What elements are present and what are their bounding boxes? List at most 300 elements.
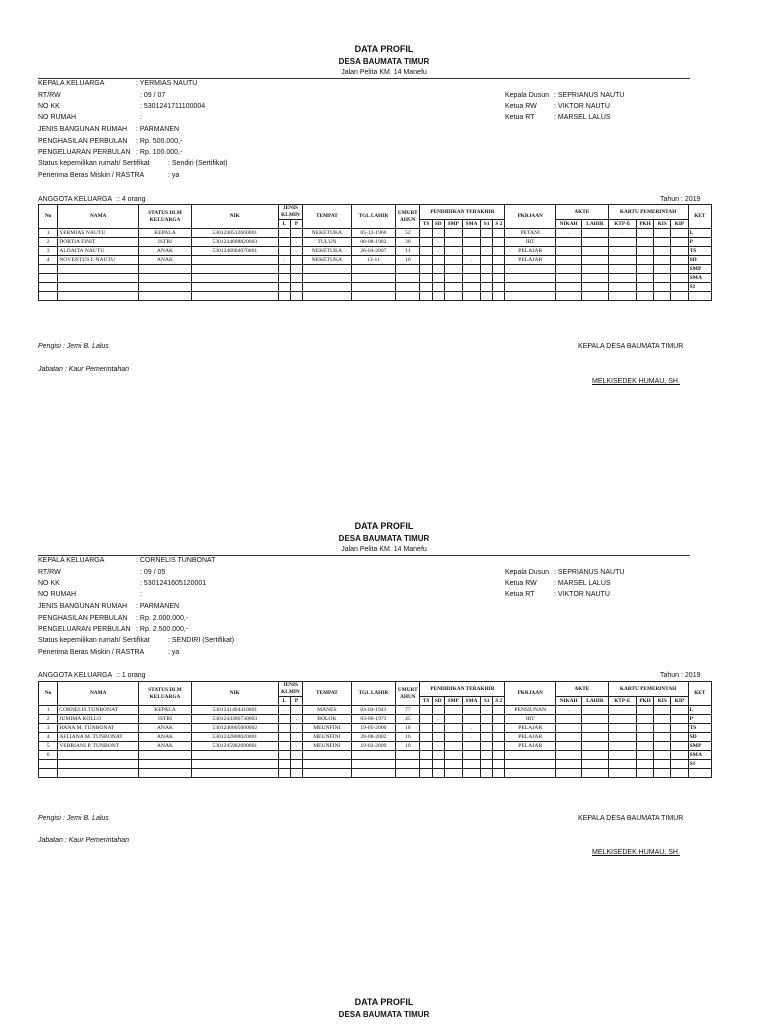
cell-kip bbox=[671, 706, 688, 715]
cell-kis bbox=[654, 715, 671, 724]
cell-tempat: BOLOK bbox=[303, 715, 352, 724]
cell-no: 3 bbox=[39, 247, 58, 256]
value-kepala-dusun: : SEPRIANUS NAUTU bbox=[554, 569, 625, 576]
cell-sma: . bbox=[462, 724, 480, 733]
col-status: STATUS DLM KELUARGA bbox=[139, 205, 192, 229]
cell-kip bbox=[671, 274, 688, 283]
cell-nik bbox=[191, 751, 278, 760]
col-status: STATUS DLM KELUARGA bbox=[139, 682, 192, 706]
cell-sd: . bbox=[432, 229, 444, 238]
cell-ts bbox=[420, 751, 432, 760]
label-pengeluaran: PENGELUARAN PERBULAN bbox=[38, 626, 131, 633]
value-no-rumah: : bbox=[140, 114, 142, 121]
cell-s1 bbox=[481, 751, 493, 760]
cell-s1: . bbox=[481, 706, 493, 715]
cell-s1 bbox=[481, 292, 493, 301]
table-header bbox=[39, 682, 712, 706]
cell-umur bbox=[396, 760, 420, 769]
cell-sma: . bbox=[462, 256, 480, 265]
desa-address: Jalan Pelita KM. 14 Manefu bbox=[341, 69, 427, 76]
col-nikah: NIKAH bbox=[556, 220, 582, 229]
cell-pkrjaan: PETANI bbox=[505, 229, 556, 238]
cell-smp bbox=[444, 751, 462, 760]
cell-ket: TS bbox=[688, 724, 711, 733]
cell-sd bbox=[432, 760, 444, 769]
cell-s1 bbox=[481, 733, 493, 742]
cell-p bbox=[290, 292, 302, 301]
cell-pkrjaan: PENSIUNAN bbox=[505, 706, 556, 715]
cell-kis bbox=[654, 265, 671, 274]
table-row bbox=[39, 247, 712, 256]
cell-l bbox=[278, 751, 290, 760]
cell-smp bbox=[444, 742, 462, 751]
cell-sd bbox=[432, 724, 444, 733]
cell-nama bbox=[58, 760, 139, 769]
value-no-kk: : 5301241605120001 bbox=[140, 580, 207, 587]
label-beras-miskin: Penerima Beras Miskin / RASTRA bbox=[38, 649, 145, 656]
desa-name: DESA BAUMATA TIMUR bbox=[338, 57, 430, 66]
col-kis: KIS bbox=[654, 220, 671, 229]
cell-nikah bbox=[556, 715, 582, 724]
cell-nik bbox=[191, 265, 278, 274]
cell-ktpe bbox=[608, 724, 636, 733]
cell-ket: SMA bbox=[688, 274, 711, 283]
table-row bbox=[39, 706, 712, 715]
col-ktpe: KTP-E bbox=[608, 697, 636, 706]
cell-pkrjaan: PELAJAR bbox=[505, 724, 556, 733]
cell-pkh bbox=[636, 715, 653, 724]
family-table bbox=[38, 204, 712, 301]
cell-sd bbox=[432, 283, 444, 292]
col-kartu: KARTU PEMERINTAH bbox=[608, 682, 688, 697]
cell-sma bbox=[462, 283, 480, 292]
cell-sd: . bbox=[432, 238, 444, 247]
cell-p bbox=[290, 751, 302, 760]
label-penghasilan: PENGHASILAN PERBULAN bbox=[38, 138, 128, 145]
table-row bbox=[39, 724, 712, 733]
label-beras-miskin: Penerima Beras Miskin / RASTRA bbox=[38, 172, 145, 179]
label-jenis-bangunan: JENIS BANGUNAN RUMAH bbox=[38, 126, 128, 133]
cell-pkh bbox=[636, 238, 653, 247]
cell-kip bbox=[671, 229, 688, 238]
cell-s2 bbox=[493, 238, 505, 247]
label-ketua-rw: Ketua RW bbox=[505, 103, 537, 110]
col-ktpe: KTP-E bbox=[608, 220, 636, 229]
cell-smp bbox=[444, 283, 462, 292]
cell-pkrjaan: PELAJAR bbox=[505, 733, 556, 742]
cell-l bbox=[278, 283, 290, 292]
cell-status bbox=[139, 265, 192, 274]
col-kip: KIP bbox=[671, 697, 688, 706]
cell-status: ANAK bbox=[139, 247, 192, 256]
cell-l bbox=[278, 733, 290, 742]
cell-nikah bbox=[556, 283, 582, 292]
cell-sd bbox=[432, 733, 444, 742]
col-s2: S 2 bbox=[493, 220, 505, 229]
cell-kis bbox=[654, 769, 671, 778]
cell-ktpe bbox=[608, 274, 636, 283]
footer-jabatan: Jabatan : Kaur Pemerintahan bbox=[38, 837, 130, 844]
cell-ktpe bbox=[608, 760, 636, 769]
cell-s2 bbox=[493, 265, 505, 274]
cell-ts bbox=[420, 274, 432, 283]
cell-ktpe bbox=[608, 265, 636, 274]
col-p: P bbox=[290, 220, 302, 229]
doc-title: DATA PROFIL bbox=[354, 44, 414, 54]
cell-ktpe bbox=[608, 742, 636, 751]
cell-nik: 5301246604070001 bbox=[191, 247, 278, 256]
cell-sma bbox=[462, 274, 480, 283]
cell-sd bbox=[432, 751, 444, 760]
cell-status: KEPALA bbox=[139, 706, 192, 715]
cell-lahir bbox=[582, 292, 608, 301]
cell-nik bbox=[191, 256, 278, 265]
col-kartu: KARTU PEMERINTAH bbox=[608, 205, 688, 220]
cell-ktpe: . bbox=[608, 706, 636, 715]
label-no-rumah: NO RUMAH bbox=[38, 114, 77, 121]
cell-kis bbox=[654, 733, 671, 742]
cell-status bbox=[139, 751, 192, 760]
cell-nama bbox=[58, 751, 139, 760]
cell-ts bbox=[420, 229, 432, 238]
col-smp: SMP bbox=[444, 220, 462, 229]
cell-pkrjaan: IRT bbox=[505, 715, 556, 724]
cell-l bbox=[278, 238, 290, 247]
cell-s2 bbox=[493, 706, 505, 715]
cell-tempat bbox=[303, 292, 352, 301]
cell-pkh bbox=[636, 265, 653, 274]
cell-ts bbox=[420, 724, 432, 733]
cell-sd: . bbox=[432, 247, 444, 256]
cell-ket bbox=[688, 769, 711, 778]
col-nikah: NIKAH bbox=[556, 697, 582, 706]
cell-lahir bbox=[582, 265, 608, 274]
cell-s2 bbox=[493, 283, 505, 292]
col-lahir: LAHIR bbox=[582, 220, 608, 229]
cell-nikah bbox=[556, 742, 582, 751]
label-ketua-rt: Ketua RT bbox=[505, 114, 535, 121]
cell-nikah bbox=[556, 274, 582, 283]
cell-smp bbox=[444, 247, 462, 256]
cell-pkrjaan bbox=[505, 274, 556, 283]
value-beras-miskin: : ya bbox=[168, 649, 180, 656]
cell-nikah bbox=[556, 724, 582, 733]
cell-s1 bbox=[481, 247, 493, 256]
cell-nik: 5301244608820003 bbox=[191, 238, 278, 247]
label-ketua-rw: Ketua RW bbox=[505, 580, 537, 587]
cell-l: . bbox=[278, 256, 290, 265]
cell-tgl: 13-11 bbox=[351, 256, 396, 265]
cell-kis bbox=[654, 229, 671, 238]
cell-nikah bbox=[556, 256, 582, 265]
cell-umur: 18 bbox=[396, 724, 420, 733]
cell-nik: 5301246805000002 bbox=[191, 724, 278, 733]
cell-smp bbox=[444, 274, 462, 283]
cell-no bbox=[39, 274, 58, 283]
value-rtrw: : 09 / 07 bbox=[140, 92, 166, 99]
cell-smp: . bbox=[444, 238, 462, 247]
doc-title: DATA PROFIL bbox=[354, 997, 414, 1007]
cell-no bbox=[39, 283, 58, 292]
col-pkh: PKH bbox=[636, 697, 653, 706]
profile-section-1 bbox=[0, 0, 768, 420]
col-ket: KET bbox=[688, 682, 711, 706]
cell-s2 bbox=[493, 724, 505, 733]
cell-nik bbox=[191, 283, 278, 292]
cell-ket: SD bbox=[688, 733, 711, 742]
cell-nama bbox=[58, 283, 139, 292]
cell-umur bbox=[396, 769, 420, 778]
cell-sd bbox=[432, 274, 444, 283]
table-row bbox=[39, 733, 712, 742]
col-umur: UMURT AHUN bbox=[396, 682, 420, 706]
cell-nama: HANA M. TUNBONAT bbox=[58, 724, 139, 733]
value-ketua-rw: : MARSEL LALUS bbox=[554, 580, 611, 587]
value-jumlah-anggota: :: 4 orang bbox=[116, 196, 146, 203]
cell-ktpe bbox=[608, 715, 636, 724]
cell-s1 bbox=[481, 715, 493, 724]
cell-tempat: MANES bbox=[303, 706, 352, 715]
col-smp: SMP bbox=[444, 697, 462, 706]
cell-nikah bbox=[556, 751, 582, 760]
cell-s2 bbox=[493, 715, 505, 724]
cell-p: . bbox=[290, 724, 302, 733]
cell-kis bbox=[654, 760, 671, 769]
cell-umur: 77 bbox=[396, 706, 420, 715]
col-nik: NIK bbox=[191, 205, 278, 229]
col-ts: TS bbox=[420, 697, 432, 706]
cell-no: 2 bbox=[39, 238, 58, 247]
cell-nama bbox=[58, 769, 139, 778]
table-row bbox=[39, 274, 712, 283]
cell-pkh bbox=[636, 256, 653, 265]
cell-p: . bbox=[290, 247, 302, 256]
cell-tgl: 03-06-1973 bbox=[351, 715, 396, 724]
cell-no: 1 bbox=[39, 229, 58, 238]
cell-ket: S1 bbox=[688, 283, 711, 292]
cell-l bbox=[278, 715, 290, 724]
cell-no bbox=[39, 292, 58, 301]
col-sma: SMA bbox=[462, 220, 480, 229]
cell-ktpe bbox=[608, 733, 636, 742]
col-pendidikan: PENDIDIKAN TERAKHIR bbox=[420, 682, 505, 697]
value-kepala-keluarga: : YERMIAS NAUTU bbox=[136, 80, 198, 87]
cell-ket: P bbox=[688, 238, 711, 247]
cell-ts bbox=[420, 265, 432, 274]
cell-s2 bbox=[493, 760, 505, 769]
col-lahir: LAHIR bbox=[582, 697, 608, 706]
cell-sma: . bbox=[462, 733, 480, 742]
value-status-rumah: : SENDIRI (Sertifikat) bbox=[168, 637, 235, 644]
cell-l bbox=[278, 760, 290, 769]
col-kis: KIS bbox=[654, 697, 671, 706]
table-row bbox=[39, 265, 712, 274]
cell-s2 bbox=[493, 742, 505, 751]
col-tgl-lahir: TGL LAHIR bbox=[351, 205, 396, 229]
col-pekerjaan: PKRJAAN bbox=[505, 205, 556, 229]
cell-sma bbox=[462, 292, 480, 301]
cell-tgl: 04-04-1941 bbox=[351, 706, 396, 715]
cell-l bbox=[278, 247, 290, 256]
cell-nikah bbox=[556, 292, 582, 301]
cell-umur bbox=[396, 292, 420, 301]
cell-l bbox=[278, 742, 290, 751]
cell-ktpe bbox=[608, 769, 636, 778]
label-rtrw: RT/RW bbox=[38, 569, 61, 576]
col-p: P bbox=[290, 697, 302, 706]
cell-umur: 16 bbox=[396, 256, 420, 265]
header-rule bbox=[38, 78, 690, 79]
cell-p: . bbox=[290, 733, 302, 742]
cell-umur bbox=[396, 751, 420, 760]
cell-p bbox=[290, 265, 302, 274]
cell-p: . bbox=[290, 274, 302, 283]
cell-sma bbox=[462, 247, 480, 256]
cell-s2 bbox=[493, 751, 505, 760]
col-akte: AKTE bbox=[556, 682, 609, 697]
value-ketua-rw: : VIKTOR NAUTU bbox=[554, 103, 610, 110]
cell-ket: SMA bbox=[688, 751, 711, 760]
cell-ts bbox=[420, 247, 432, 256]
cell-ktpe bbox=[608, 256, 636, 265]
cell-s2 bbox=[493, 733, 505, 742]
cell-status: ANAK bbox=[139, 742, 192, 751]
cell-pkrjaan bbox=[505, 769, 556, 778]
cell-nama: VEBRIANI P. TUNBONT bbox=[58, 742, 139, 751]
table-row bbox=[39, 742, 712, 751]
table-row bbox=[39, 238, 712, 247]
cell-ts bbox=[420, 760, 432, 769]
cell-ket: SD bbox=[688, 256, 711, 265]
label-no-rumah: NO RUMAH bbox=[38, 591, 77, 598]
cell-nik: 5301241404410001 bbox=[191, 706, 278, 715]
cell-status: KEPALA bbox=[139, 229, 192, 238]
value-kepala-dusun: : SEPRIANUS NAUTU bbox=[554, 92, 625, 99]
cell-umur bbox=[396, 274, 420, 283]
cell-ket bbox=[688, 292, 711, 301]
cell-umur: 10 bbox=[396, 742, 420, 751]
cell-pkh bbox=[636, 724, 653, 733]
col-ket: KET bbox=[688, 205, 711, 229]
cell-kis bbox=[654, 292, 671, 301]
cell-ket: SMP bbox=[688, 742, 711, 751]
table-row bbox=[39, 283, 712, 292]
value-no-rumah: : bbox=[140, 591, 142, 598]
cell-l bbox=[278, 274, 290, 283]
cell-ket: L bbox=[688, 706, 711, 715]
cell-tempat bbox=[303, 274, 352, 283]
cell-smp bbox=[444, 706, 462, 715]
cell-nikah bbox=[556, 247, 582, 256]
cell-tempat: TULUN bbox=[303, 238, 352, 247]
cell-pkh bbox=[636, 769, 653, 778]
cell-kis bbox=[654, 751, 671, 760]
cell-s2 bbox=[493, 292, 505, 301]
cell-status bbox=[139, 769, 192, 778]
cell-lahir bbox=[582, 742, 608, 751]
cell-kip bbox=[671, 742, 688, 751]
col-pendidikan: PENDIDIKAN TERAKHIR bbox=[420, 205, 505, 220]
cell-umur: 45 bbox=[396, 715, 420, 724]
footer-kepala-desa: KEPALA DESA BAUMATA TIMUR bbox=[578, 815, 684, 822]
cell-ts bbox=[420, 733, 432, 742]
cell-s1 bbox=[481, 274, 493, 283]
value-no-kk: : 5301241711100004 bbox=[140, 103, 206, 110]
cell-pkh bbox=[636, 751, 653, 760]
cell-p: . bbox=[290, 742, 302, 751]
cell-l bbox=[278, 769, 290, 778]
cell-smp bbox=[444, 256, 462, 265]
label-no-kk: NO KK bbox=[38, 103, 60, 110]
cell-tempat: MEUNFINI bbox=[303, 733, 352, 742]
footer-nama-kades: MELKISEDEK HUMAU, SH. bbox=[592, 378, 680, 385]
cell-ktpe bbox=[608, 247, 636, 256]
cell-s2 bbox=[493, 274, 505, 283]
cell-tempat: MEUNFINI bbox=[303, 724, 352, 733]
cell-tempat bbox=[303, 751, 352, 760]
cell-s2 bbox=[493, 229, 505, 238]
cell-nik bbox=[191, 760, 278, 769]
col-tempat: TEMPAT bbox=[303, 205, 352, 229]
value-ketua-rt: : MARSEL LALUS bbox=[554, 114, 611, 121]
cell-s2 bbox=[493, 769, 505, 778]
cell-sma bbox=[462, 238, 480, 247]
cell-l bbox=[278, 265, 290, 274]
cell-tgl bbox=[351, 283, 396, 292]
cell-nik bbox=[191, 292, 278, 301]
col-l: L bbox=[278, 697, 290, 706]
cell-ket: SMP bbox=[688, 265, 711, 274]
cell-pkh bbox=[636, 229, 653, 238]
cell-ktpe bbox=[608, 283, 636, 292]
cell-smp bbox=[444, 265, 462, 274]
cell-smp bbox=[444, 733, 462, 742]
value-penghasilan: : Rp. 2.000.000,- bbox=[136, 615, 189, 622]
cell-tgl: 28-08-2002 bbox=[351, 733, 396, 742]
cell-kip bbox=[671, 760, 688, 769]
value-pengeluaran: : Rp. 2.500.000,- bbox=[136, 626, 189, 633]
cell-lahir bbox=[582, 238, 608, 247]
desa-address: Jalan Pelita KM. 14 Manefu bbox=[341, 546, 427, 553]
cell-tempat bbox=[303, 265, 352, 274]
cell-lahir: . bbox=[582, 706, 608, 715]
value-pengeluaran: : Rp. 100.000,- bbox=[136, 149, 183, 156]
cell-nama: ALDAITA NAUTU bbox=[58, 247, 139, 256]
cell-ts bbox=[420, 715, 432, 724]
value-beras-miskin: : ya bbox=[168, 172, 180, 179]
cell-tempat: NEKETUKA bbox=[303, 256, 352, 265]
cell-nikah bbox=[556, 265, 582, 274]
cell-ts bbox=[420, 256, 432, 265]
table-row bbox=[39, 292, 712, 301]
cell-kip bbox=[671, 715, 688, 724]
value-status-rumah: : Sendiri (Sertifikat) bbox=[168, 160, 228, 167]
cell-kis bbox=[654, 256, 671, 265]
cell-p bbox=[290, 283, 302, 292]
table-row bbox=[39, 751, 712, 760]
cell-p bbox=[290, 706, 302, 715]
cell-nik: 5301245902090001 bbox=[191, 742, 278, 751]
cell-pkrjaan: PELAJAR bbox=[505, 256, 556, 265]
cell-ket: TS bbox=[688, 247, 711, 256]
profile-section-2 bbox=[0, 477, 768, 877]
cell-tgl: 19-02-2009 bbox=[351, 742, 396, 751]
cell-pkh bbox=[636, 283, 653, 292]
cell-s2 bbox=[493, 256, 505, 265]
cell-pkh bbox=[636, 733, 653, 742]
col-umur: UMURT AHUN bbox=[396, 205, 420, 229]
cell-smp bbox=[444, 760, 462, 769]
